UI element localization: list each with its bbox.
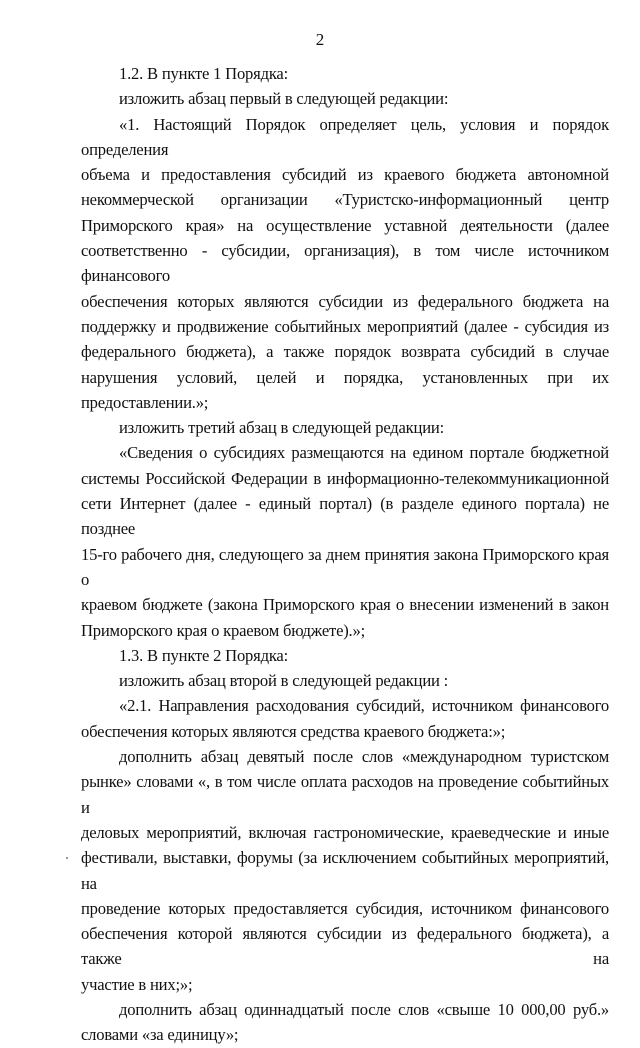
text-line: 1.3. В пункте 2 Порядка: — [119, 645, 289, 665]
text-line: словами «за единицу»; — [81, 1025, 239, 1045]
paragraph-4 — [81, 415, 609, 440]
text-line: дополнить абзац одиннадцатый после слов «свыше 10 000,00 руб.» — [119, 999, 609, 1019]
paragraph-6 — [81, 643, 609, 668]
text-line: дополнить абзац девятый после слов «международном туристском — [119, 747, 609, 767]
text-line: краевом бюджете (закона Приморского края о внесении изменений в закон — [81, 595, 609, 615]
text-line: участие в них;»; — [81, 974, 193, 994]
text-line: изложить третий абзац в следующей редакции: — [119, 418, 444, 438]
scan-dot-mark — [66, 857, 68, 859]
text-line: 15-го рабочего дня, следующего за днем принятия закона Приморского края о — [81, 544, 609, 589]
paragraph-3 — [81, 112, 609, 416]
text-line: сети Интернет (далее - единый портал) (в разделе единого портала) не позднее — [81, 494, 609, 539]
text-line: нарушения условий, целей и порядка, установленных при их предоставлении.»; — [81, 367, 609, 412]
text-line: «2.1. Направления расходования субсидий, источником финансового — [119, 696, 609, 716]
text-line: Приморского края о краевом бюджете).»; — [81, 620, 366, 640]
text-line: деловых мероприятий, включая гастрономические, краеведческие и иные — [81, 822, 609, 842]
text-line: 1.2. В пункте 1 Порядка: — [119, 64, 289, 83]
text-line: «1. Настоящий Порядок определяет цель, условия и порядок определения — [81, 114, 609, 159]
paragraph-9 — [81, 744, 609, 997]
text-line: соответственно - субсидии, организация), в том числе источником финансового — [81, 241, 609, 286]
text-line: поддержку и продвижение событийных мероприятий (далее - субсидия из — [81, 316, 609, 336]
text-line: некоммерческой организации «Туристско-информационный центр — [81, 190, 609, 210]
paragraph-5 — [81, 440, 609, 642]
text-line: объема и предоставления субсидий из краевого бюджета автономной — [81, 165, 609, 185]
text-line: системы Российской Федерации в информационно-телекоммуникационной — [81, 468, 609, 488]
paragraph-1 — [81, 61, 609, 86]
text-line: рынке» словами «, в том числе оплата расходов на проведение событийных и — [81, 772, 609, 817]
paragraph-8 — [81, 693, 609, 744]
text-line: изложить абзац второй в следующей редакции : — [119, 671, 449, 691]
page-number: 2 — [315, 30, 325, 49]
text-line: федерального бюджета), а также порядок возврата субсидий в случае — [81, 342, 609, 362]
paragraph-2 — [81, 86, 609, 111]
text-line: «Сведения о субсидиях размещаются на едином портале бюджетной — [119, 443, 609, 463]
text-line: Приморского края» на осуществление уставной деятельности (далее — [81, 215, 609, 235]
text-line: обеспечения которых являются средства краевого бюджета:»; — [81, 721, 506, 741]
document-body — [81, 61, 609, 1048]
text-line: обеспечения которых являются субсидии из федерального бюджета на — [81, 291, 609, 311]
paragraph-10 — [81, 997, 609, 1048]
text-line: фестивали, выставки, форумы (за исключением событийных мероприятий, на — [81, 848, 609, 893]
paragraph-7 — [81, 668, 609, 693]
text-line: изложить абзац первый в следующей редакции: — [119, 89, 449, 109]
text-line: обеспечения которой являются субсидии из федерального бюджета), а также на — [81, 924, 609, 969]
text-line: проведение которых предоставляется субсидия, источником финансового — [81, 898, 609, 918]
